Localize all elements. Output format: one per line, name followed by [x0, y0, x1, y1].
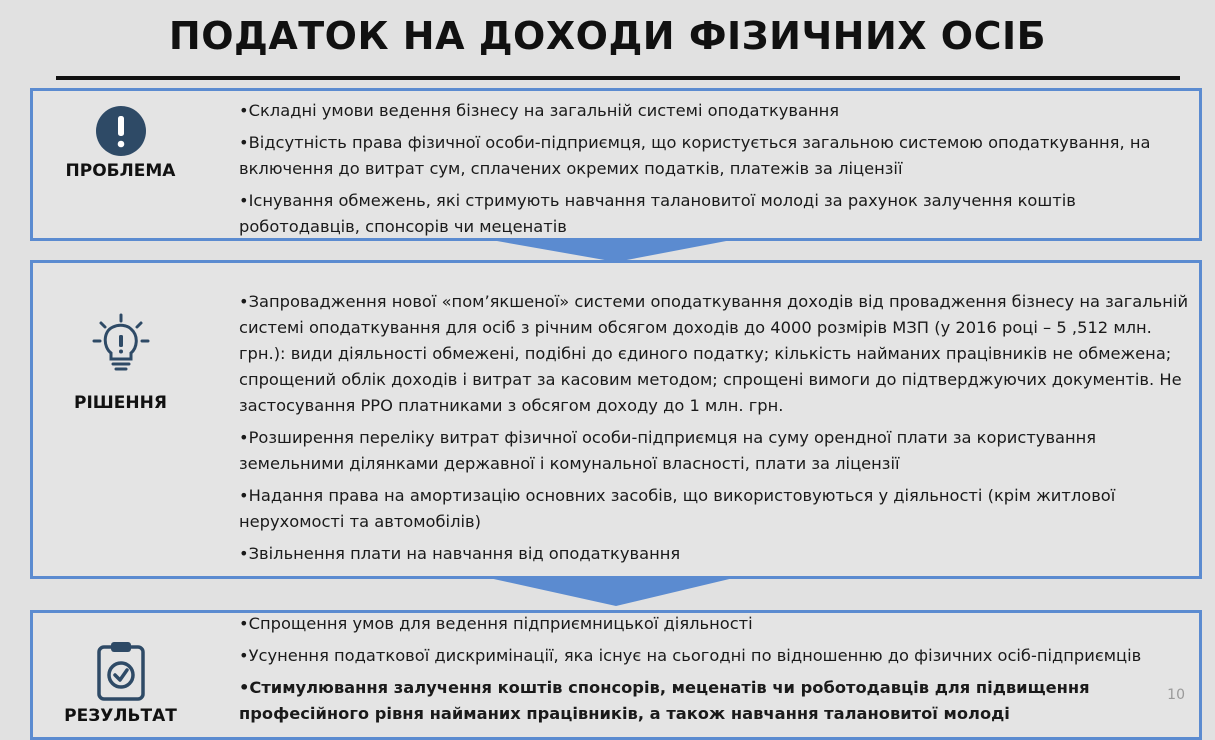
page-title: ПОДАТОК НА ДОХОДИ ФІЗИЧНИХ ОСІБ [168, 14, 1047, 58]
result-panel [30, 610, 1202, 740]
solution-label: РІШЕННЯ [74, 393, 167, 413]
solution-item: •Надання права на амортизацію основних засобів, що використовуються у діяльності (крім житлової нерухомості та автомобілів) [239, 486, 1116, 531]
solution-item: •Звільнення плати на навчання від оподаткування [239, 544, 681, 563]
lightbulb-icon [91, 311, 151, 375]
problem-list [239, 98, 1191, 246]
title-underline [56, 76, 1180, 80]
result-item: •Спрощення умов для ведення підприємницької діяльності [239, 614, 753, 633]
problem-label: ПРОБЛЕМА [65, 161, 176, 181]
result-side [33, 613, 208, 737]
page-number: 10 [1167, 687, 1185, 703]
solution-list [239, 289, 1191, 573]
problem-item: •Існування обмежень, які стримують навчання талановитої молоді за рахунок залучення коштів роботодавців, спонсорів чи меценатів [239, 191, 1076, 236]
solution-side [33, 263, 208, 576]
clipboard-check-icon [96, 639, 146, 701]
result-label: РЕЗУЛЬТАТ [64, 706, 177, 726]
problem-side [33, 91, 208, 238]
solution-item: •Розширення переліку витрат фізичної особи-підприємця на суму орендної плати за користування земельними ділянками державної і комунальної власності, плати за ліцензії [239, 428, 1097, 473]
result-item: •Стимулювання залучення коштів спонсорів, меценатів чи роботодавців для підвищення професійного рівня найманих працівників, а також навчання талановитої молоді [239, 678, 1090, 723]
exclamation-icon [95, 105, 147, 157]
problem-panel [30, 88, 1202, 241]
solution-panel [30, 260, 1202, 579]
result-item: •Усунення податкової дискримінації, яка існує на сьогодні по відношенню до фізичних осіб-підприємців [239, 646, 1142, 665]
problem-item: •Відсутність права фізичної особи-підприємця, що користується загальною системою оподаткування, на включення до витрат сум, сплачених окремих податків, платежів за ліцензії [239, 133, 1151, 178]
solution-item: •Запровадження нової «пом’якшеної» системи оподаткування доходів від провадження бізнесу на загальній системі оподаткування для осіб з річним обсягом доходів до 4000 розмірів МЗП (у 2016 році – 5 ,512 млн. грн.): види діяльності обмежені, подібні до єдиного податку; кількість найманих працівників не обмежена; спрощений облік доходів і витрат за касовим методом; спрощені вимоги до підтверджуючих документів. Не застосування РРО платниками з обсягом доходу до 1 млн. грн. [239, 292, 1189, 415]
result-list [239, 611, 1191, 733]
problem-item: •Складні умови ведення бізнесу на загальній системі оподаткування [239, 101, 840, 120]
